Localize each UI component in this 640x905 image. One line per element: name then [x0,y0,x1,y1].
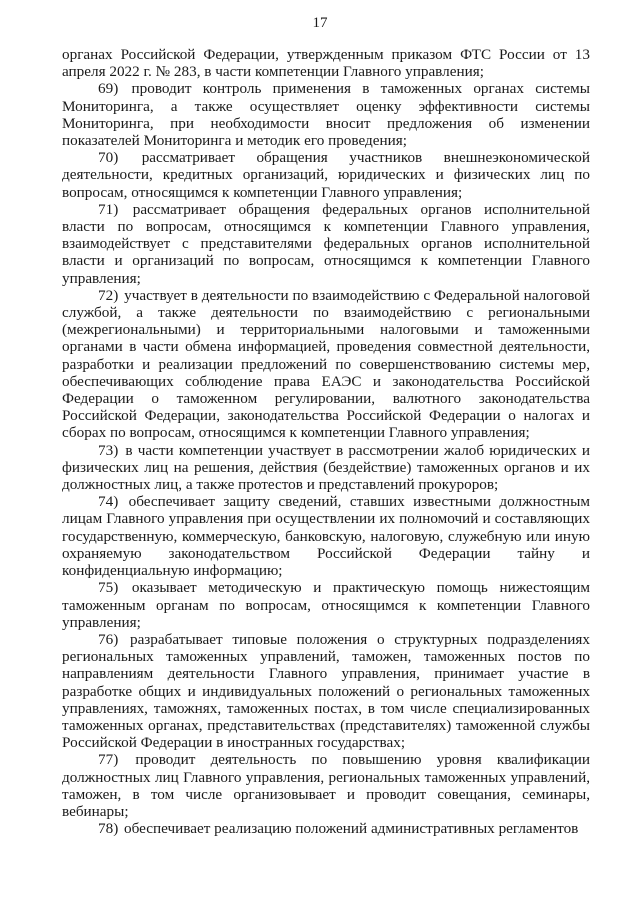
paragraph-continuation [62,46,590,80]
item-number: 77) [98,751,119,769]
paragraph-item-74 [62,493,590,579]
item-number: 74) [98,493,119,511]
paragraph-text: разрабатывает типовые положения о структурных подразделениях региональных таможенных управлений, таможен, таможенных постов по направлениям деятельности Главного управления, принимает участие в разработке общих и индивидуальных положений о региональных таможенных управлениях, таможнях, таможенных постах, в том числе специализированных таможенных органах, представительствах (представителях) таможенной службы Российской Федерации в иностранных государствах; [62,630,590,752]
paragraph-item-76 [62,631,590,751]
paragraph-item-69 [62,80,590,149]
paragraph-text: оказывает методическую и практическую помощь нижестоящим таможенным органам по вопросам, относящимся к компетенции Главного управления; [62,579,591,631]
paragraph-text: проводит контроль применения в таможенных органах системы Мониторинга, а также осуществляет оценку эффективности системы Мониторинга, при необходимости вносит предложения об изменении показателей Мониторинга и методик его проведения; [62,80,591,150]
paragraph-item-77 [62,751,590,820]
paragraph-text: обеспечивает реализацию положений административных регламентов [124,820,579,838]
paragraph-text: участвует в деятельности по взаимодействию с Федеральной налоговой службой, а также деятельности по взаимодействию с региональными (межрегиональными) и территориальными налоговыми и таможенными органами в части обмена информацией, проведения совместной деятельности, разработки и реализации предложений по совершенствованию системы мер, обеспечивающих соблюдение права ЕАЭС и законодательства Российской Федерации о таможенном регулировании, валютного законодательства Российской Федерации, законодательства Российской Федерации о налогах и сборах по вопросам, относящимся к компетенции Главного управления; [62,286,590,442]
paragraph-item-71 [62,201,590,287]
paragraph-item-75 [62,579,590,631]
item-number: 70) [98,149,119,167]
item-number: 76) [98,630,119,648]
paragraph-text: рассматривает обращения федеральных органов исполнительной власти по вопросам, относящимся к компетенции Главного управления, взаимодействует с представителями федеральных органов исполнительной власти и организаций по вопросам, относящимся к компетенции Главного управления; [62,200,590,287]
paragraph-item-70 [62,149,590,201]
page-number: 17 [312,15,328,31]
paragraph-text: обеспечивает защиту сведений, ставших известными должностным лицам Главного управления при осуществлении их полномочий и составляющих государственную, коммерческую, банковскую, налоговую, служебную или иную охраняемую законодательством Российской Федерации тайну и конфиденциальную информацию; [62,493,590,580]
item-number: 69) [98,80,119,98]
paragraph-text: проводит деятельность по повышению уровня квалификации должностных лиц Главного управления, региональных таможенных управлений, таможен, в том числе организовывает и проводит совещания, семинары, вебинары; [62,751,590,820]
document-body [62,46,590,837]
item-number: 72) [98,286,119,304]
paragraph-text: рассматривает обращения участников внешнеэкономической деятельности, кредитных организаций, юридических и физических лиц по вопросам, относящимся к компетенции Главного управления; [62,149,590,201]
paragraph-item-72 [62,287,590,442]
item-number: 73) [98,441,119,459]
item-number: 71) [98,200,119,218]
item-number: 75) [98,579,119,597]
item-number: 78) [98,820,119,838]
paragraph-item-78 [62,820,590,837]
paragraph-item-73 [62,442,590,494]
paragraph-text: в части компетенции участвует в рассмотрении жалоб юридических и физических лиц на решения, действия (бездействие) таможенных органов и их должностных лиц, а также протестов и представлений прокуроров; [62,441,591,494]
paragraph-text: органах Российской Федерации, утвержденным приказом ФТС России от 13 апреля 2022 г. № 283, в части компетенции Главного управления; [62,46,590,81]
